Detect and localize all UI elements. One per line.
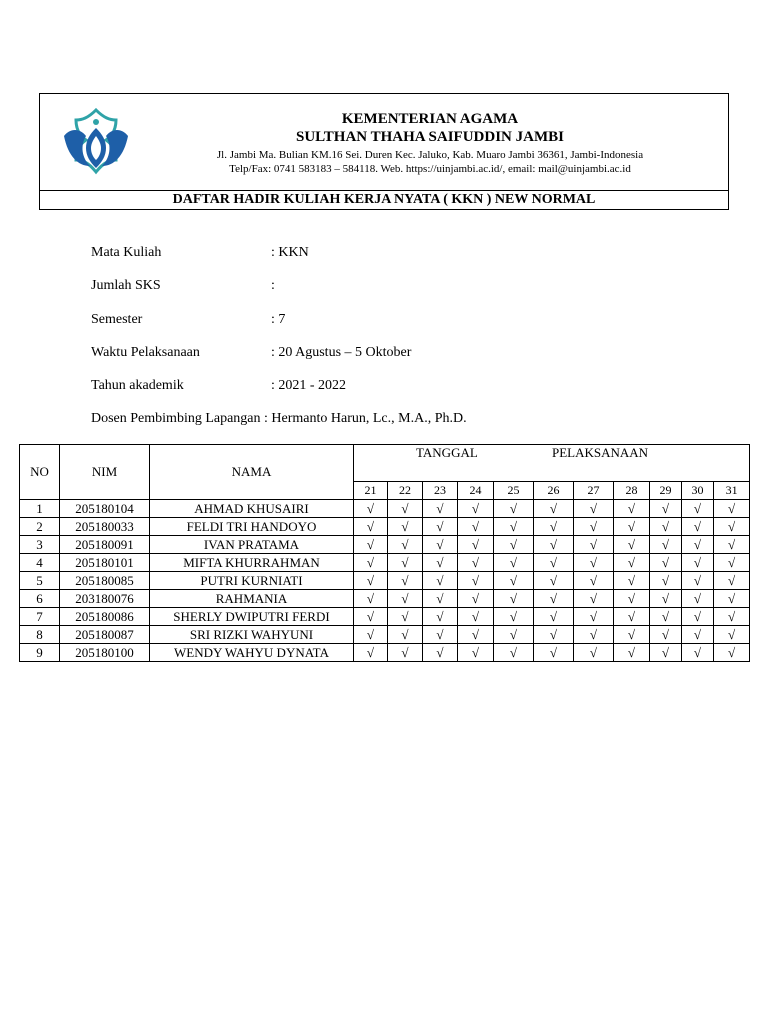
header-date: 26 <box>534 482 574 500</box>
attendance-check: √ <box>534 554 574 572</box>
attendance-check: √ <box>682 626 714 644</box>
attendance-check: √ <box>388 554 423 572</box>
header-date: 24 <box>458 482 494 500</box>
table-row <box>20 644 750 662</box>
table-row <box>20 518 750 536</box>
attendance-check: √ <box>682 572 714 590</box>
attendance-check: √ <box>423 644 458 662</box>
attendance-check: √ <box>714 500 750 518</box>
attendance-check: √ <box>650 608 682 626</box>
org-address: Jl. Jambi Ma. Bulian KM.16 Sei. Duren Kec. Jaluko, Kab. Muaro Jambi 36361, Jambi-Indonesia <box>216 149 644 161</box>
attendance-check: √ <box>614 608 650 626</box>
row-no: 2 <box>20 518 60 536</box>
attendance-check: √ <box>650 500 682 518</box>
attendance-check: √ <box>714 590 750 608</box>
attendance-check: √ <box>388 590 423 608</box>
attendance-check: √ <box>650 644 682 662</box>
attendance-check: √ <box>458 644 494 662</box>
header-date: 21 <box>354 482 388 500</box>
row-nama: MIFTA KHURRAHMAN <box>150 554 354 572</box>
attendance-check: √ <box>423 500 458 518</box>
attendance-check: √ <box>714 626 750 644</box>
row-nim: 205180085 <box>60 572 150 590</box>
info-value: : 2021 - 2022 <box>271 378 347 393</box>
attendance-check: √ <box>388 518 423 536</box>
row-nama: AHMAD KHUSAIRI <box>150 500 354 518</box>
attendance-check: √ <box>494 518 534 536</box>
attendance-check: √ <box>354 572 388 590</box>
attendance-check: √ <box>650 554 682 572</box>
attendance-check: √ <box>534 500 574 518</box>
attendance-check: √ <box>354 554 388 572</box>
header-pelaksanaan: PELAKSANAAN <box>552 445 649 460</box>
table-row <box>20 500 750 518</box>
attendance-check: √ <box>682 644 714 662</box>
attendance-check: √ <box>494 536 534 554</box>
row-nim: 205180091 <box>60 536 150 554</box>
row-no: 7 <box>20 608 60 626</box>
attendance-check: √ <box>574 590 614 608</box>
attendance-check: √ <box>534 644 574 662</box>
attendance-check: √ <box>388 536 423 554</box>
attendance-check: √ <box>534 518 574 536</box>
attendance-check: √ <box>614 590 650 608</box>
attendance-check: √ <box>614 536 650 554</box>
attendance-check: √ <box>534 536 574 554</box>
header-date: 23 <box>423 482 458 500</box>
info-value: : KKN <box>271 245 309 260</box>
header-tanggal: TANGGAL <box>416 445 478 460</box>
info-value: : 7 <box>271 312 286 327</box>
attendance-check: √ <box>494 644 534 662</box>
info-dosen-line: Dosen Pembimbing Lapangan : Hermanto Harun, Lc., M.A., Ph.D. <box>91 411 467 426</box>
info-label: Mata Kuliah <box>91 245 162 260</box>
attendance-check: √ <box>354 536 388 554</box>
attendance-check: √ <box>388 572 423 590</box>
row-no: 3 <box>20 536 60 554</box>
info-label: Tahun akademik <box>91 378 184 393</box>
header-date: 31 <box>714 482 750 500</box>
info-value: : <box>271 278 275 293</box>
attendance-check: √ <box>494 590 534 608</box>
attendance-check: √ <box>423 572 458 590</box>
attendance-check: √ <box>714 608 750 626</box>
attendance-check: √ <box>650 590 682 608</box>
attendance-check: √ <box>354 500 388 518</box>
attendance-check: √ <box>458 518 494 536</box>
attendance-table <box>19 444 750 662</box>
attendance-check: √ <box>423 518 458 536</box>
row-nim: 205180087 <box>60 626 150 644</box>
row-no: 5 <box>20 572 60 590</box>
attendance-check: √ <box>458 572 494 590</box>
header-date: 30 <box>682 482 714 500</box>
header-date: 28 <box>614 482 650 500</box>
attendance-check: √ <box>494 500 534 518</box>
table-row <box>20 590 750 608</box>
row-nama: SRI RIZKI WAHYUNI <box>150 626 354 644</box>
row-nama: FELDI TRI HANDOYO <box>150 518 354 536</box>
attendance-check: √ <box>423 590 458 608</box>
attendance-check: √ <box>388 608 423 626</box>
header-tanggal-pelaksanaan <box>354 445 750 482</box>
row-nim: 205180033 <box>60 518 150 536</box>
attendance-check: √ <box>458 590 494 608</box>
row-nim: 205180086 <box>60 608 150 626</box>
attendance-check: √ <box>614 572 650 590</box>
attendance-check: √ <box>458 554 494 572</box>
attendance-check: √ <box>494 554 534 572</box>
attendance-check: √ <box>534 572 574 590</box>
table-row <box>20 536 750 554</box>
attendance-check: √ <box>423 626 458 644</box>
attendance-check: √ <box>650 572 682 590</box>
org-name-line1: KEMENTERIAN AGAMA <box>341 111 519 127</box>
attendance-check: √ <box>458 500 494 518</box>
attendance-check: √ <box>682 500 714 518</box>
attendance-check: √ <box>388 626 423 644</box>
attendance-check: √ <box>614 554 650 572</box>
attendance-check: √ <box>682 590 714 608</box>
row-no: 9 <box>20 644 60 662</box>
attendance-check: √ <box>458 536 494 554</box>
row-nim: 203180076 <box>60 590 150 608</box>
document-title: DAFTAR HADIR KULIAH KERJA NYATA ( KKN ) NEW NORMAL <box>172 192 596 207</box>
header-date: 27 <box>574 482 614 500</box>
attendance-check: √ <box>423 554 458 572</box>
attendance-check: √ <box>574 554 614 572</box>
attendance-check: √ <box>614 644 650 662</box>
row-no: 6 <box>20 590 60 608</box>
row-nama: RAHMANIA <box>150 590 354 608</box>
org-name-line2: SULTHAN THAHA SAIFUDDIN JAMBI <box>296 129 564 145</box>
attendance-check: √ <box>574 572 614 590</box>
header-date: 25 <box>494 482 534 500</box>
attendance-check: √ <box>714 518 750 536</box>
row-nama: IVAN PRATAMA <box>150 536 354 554</box>
attendance-check: √ <box>574 500 614 518</box>
attendance-check: √ <box>650 536 682 554</box>
header-nim: NIM <box>60 445 150 500</box>
info-value: : 20 Agustus – 5 Oktober <box>271 345 412 360</box>
header-date: 22 <box>388 482 423 500</box>
header-no: NO <box>20 445 60 500</box>
attendance-check: √ <box>682 608 714 626</box>
table-row <box>20 572 750 590</box>
info-label: Waktu Pelaksanaan <box>91 345 200 360</box>
attendance-check: √ <box>574 608 614 626</box>
attendance-check: √ <box>614 518 650 536</box>
attendance-check: √ <box>388 644 423 662</box>
attendance-check: √ <box>458 608 494 626</box>
attendance-check: √ <box>650 518 682 536</box>
attendance-check: √ <box>714 536 750 554</box>
attendance-check: √ <box>574 536 614 554</box>
attendance-check: √ <box>574 644 614 662</box>
university-logo-icon <box>60 106 132 178</box>
attendance-check: √ <box>423 536 458 554</box>
attendance-check: √ <box>354 626 388 644</box>
row-nama: WENDY WAHYU DYNATA <box>150 644 354 662</box>
table-row <box>20 608 750 626</box>
row-nim: 205180101 <box>60 554 150 572</box>
attendance-check: √ <box>574 518 614 536</box>
row-nim: 205180104 <box>60 500 150 518</box>
attendance-check: √ <box>494 626 534 644</box>
table-row <box>20 626 750 644</box>
attendance-check: √ <box>534 608 574 626</box>
attendance-check: √ <box>423 608 458 626</box>
attendance-check: √ <box>614 626 650 644</box>
row-nim: 205180100 <box>60 644 150 662</box>
org-contact: Telp/Fax: 0741 583183 – 584118. Web. https://uinjambi.ac.id/, email: mail@uinjambi.ac.id <box>229 163 631 175</box>
row-nama: PUTRI KURNIATI <box>150 572 354 590</box>
attendance-check: √ <box>682 554 714 572</box>
attendance-check: √ <box>682 536 714 554</box>
info-label: Jumlah SKS <box>91 278 161 293</box>
header-nama: NAMA <box>150 445 354 500</box>
info-label: Semester <box>91 312 143 327</box>
attendance-check: √ <box>494 572 534 590</box>
row-no: 4 <box>20 554 60 572</box>
row-no: 1 <box>20 500 60 518</box>
letterhead-top <box>40 94 728 191</box>
attendance-check: √ <box>354 644 388 662</box>
attendance-check: √ <box>354 608 388 626</box>
attendance-check: √ <box>650 626 682 644</box>
table-row <box>20 554 750 572</box>
row-nama: SHERLY DWIPUTRI FERDI <box>150 608 354 626</box>
letterhead <box>39 93 729 210</box>
attendance-check: √ <box>494 608 534 626</box>
attendance-check: √ <box>714 554 750 572</box>
attendance-check: √ <box>388 500 423 518</box>
attendance-check: √ <box>534 626 574 644</box>
attendance-check: √ <box>354 518 388 536</box>
header-date: 29 <box>650 482 682 500</box>
row-no: 8 <box>20 626 60 644</box>
attendance-check: √ <box>574 626 614 644</box>
attendance-check: √ <box>534 590 574 608</box>
attendance-check: √ <box>682 518 714 536</box>
attendance-check: √ <box>714 644 750 662</box>
attendance-check: √ <box>614 500 650 518</box>
attendance-check: √ <box>458 626 494 644</box>
attendance-check: √ <box>354 590 388 608</box>
attendance-check: √ <box>714 572 750 590</box>
